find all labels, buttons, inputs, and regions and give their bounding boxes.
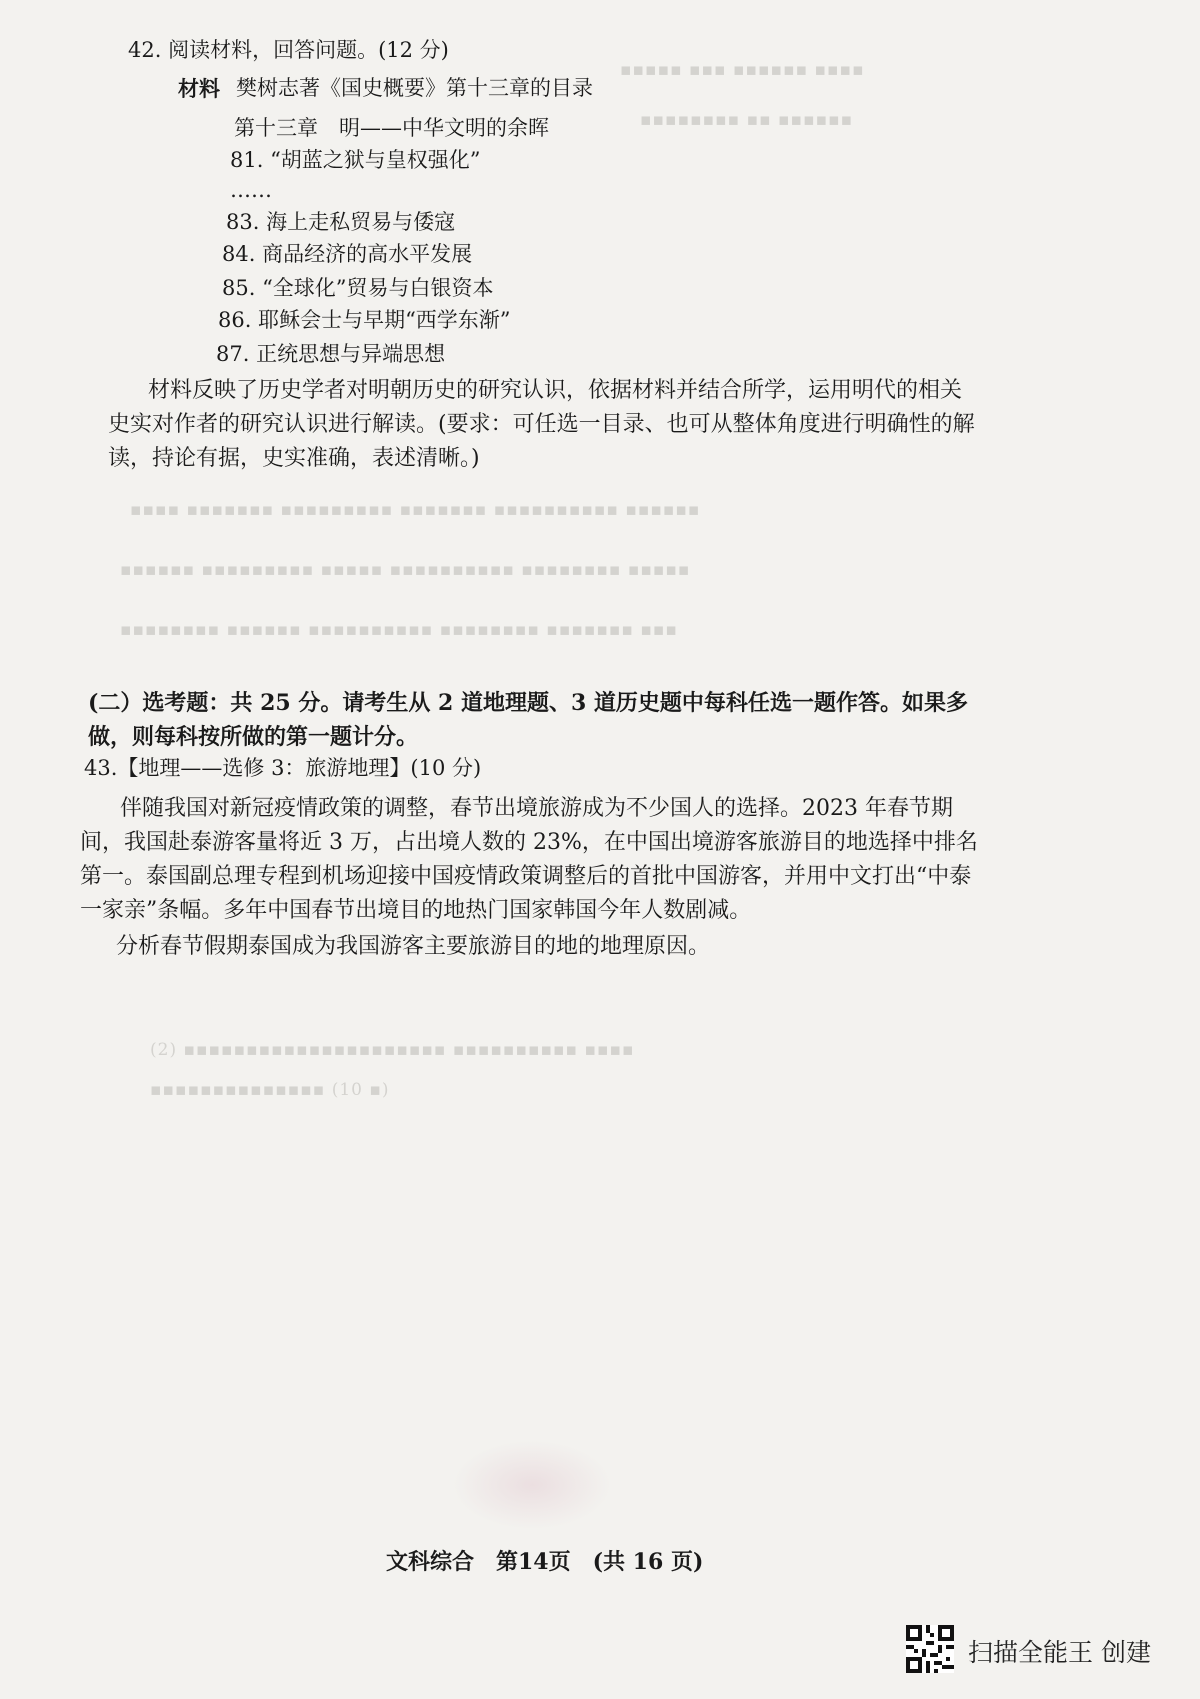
q42-heading: 42. 阅读材料，回答问题。(12 分) bbox=[128, 38, 449, 62]
chapter-title: 第十三章 明——中华文明的余晖 bbox=[234, 116, 549, 140]
qr-code-icon bbox=[906, 1625, 954, 1673]
bleed-through-text: ▪▪▪▪ ▪▪▪▪▪▪▪ ▪▪▪▪▪▪▪▪▪ ▪▪▪▪▪▪▪ ▪▪▪▪▪▪▪▪▪▪ ▪▪▪▪▪▪ bbox=[130, 500, 701, 520]
section2-instruction-line1: (二）选考题：共 25 分。请考生从 2 道地理题、3 道历史题中每科任选一题作答。如果多 bbox=[88, 690, 968, 716]
toc-item: 87. 正统思想与异端思想 bbox=[216, 342, 446, 366]
toc-item: 83. 海上走私贸易与倭寇 bbox=[226, 210, 456, 234]
material-title: 樊树志著《国史概要》第十三章的目录 bbox=[236, 76, 593, 100]
toc-item: 85. “全球化”贸易与白银资本 bbox=[222, 276, 494, 300]
q43-question: 分析春节假期泰国成为我国游客主要旅游目的地的地理原因。 bbox=[116, 934, 711, 959]
toc-ellipsis: …… bbox=[230, 178, 272, 202]
q42-question: 材料反映了历史学者对明朝历史的研究认识，依据材料并结合所学，运用明代的相关史实对作者的研究认识进行解读。(要求：可任选一目录、也可从整体角度进行明确性的解读，持论有据，史实准确，表述清晰。) bbox=[108, 378, 975, 471]
page-smudge bbox=[452, 1440, 612, 1530]
bleed-through-text: ▪▪▪▪▪▪▪▪ ▪▪▪▪▪▪ ▪▪▪▪▪▪▪▪▪▪ ▪▪▪▪▪▪▪▪ ▪▪▪▪▪▪▪ ▪▪▪ bbox=[120, 620, 678, 640]
page-footer: 文科综合 第14页 (共 16 页) bbox=[386, 1549, 704, 1575]
bleed-through-text: ▪▪▪▪▪ ▪▪▪ ▪▪▪▪▪▪ ▪▪▪▪ bbox=[620, 60, 865, 80]
q43-passage: 伴随我国对新冠疫情政策的调整，春节出境旅游成为不少国人的选择。2023 年春节期间，我国赴泰游客量将近 3 万，占出境人数的 23%，在中国出境游客旅游目的地选择中排名第一。泰国副总理专程到机场迎接中国疫情政策调整后的首批中国游客，并用中文打出“中泰一家亲”条幅。多年中国春节出境目的地热门国家韩国今年人数剧减。 bbox=[80, 796, 978, 923]
toc-item: 86. 耶稣会士与早期“西学东渐” bbox=[218, 308, 511, 332]
toc-item: 81. “胡蓝之狱与皇权强化” bbox=[230, 148, 481, 172]
material-label: 材料 bbox=[178, 76, 220, 101]
bleed-through-text: ▪▪▪▪▪▪ ▪▪▪▪▪▪▪▪▪ ▪▪▪▪▪ ▪▪▪▪▪▪▪▪▪▪ ▪▪▪▪▪▪▪▪ ▪▪▪▪▪ bbox=[120, 560, 691, 580]
bleed-through-text: (2) ▪▪▪▪▪▪▪▪▪▪▪▪▪▪▪▪▪▪▪▪▪ ▪▪▪▪▪▪▪▪▪▪ ▪▪▪▪ bbox=[150, 1040, 635, 1060]
bleed-through-text: ▪▪▪▪▪▪▪▪▪▪▪▪▪▪ (10 ▪) bbox=[150, 1080, 390, 1100]
scanner-watermark: 扫描全能王 创建 bbox=[968, 1638, 1151, 1667]
q43-heading: 43.【地理——选修 3：旅游地理】(10 分) bbox=[84, 756, 482, 780]
section2-instruction-line2: 做，则每科按所做的第一题计分。 bbox=[88, 724, 419, 750]
toc-item: 84. 商品经济的高水平发展 bbox=[222, 242, 473, 266]
bleed-through-text: ▪▪▪▪▪▪▪▪ ▪▪ ▪▪▪▪▪▪ bbox=[640, 110, 854, 130]
